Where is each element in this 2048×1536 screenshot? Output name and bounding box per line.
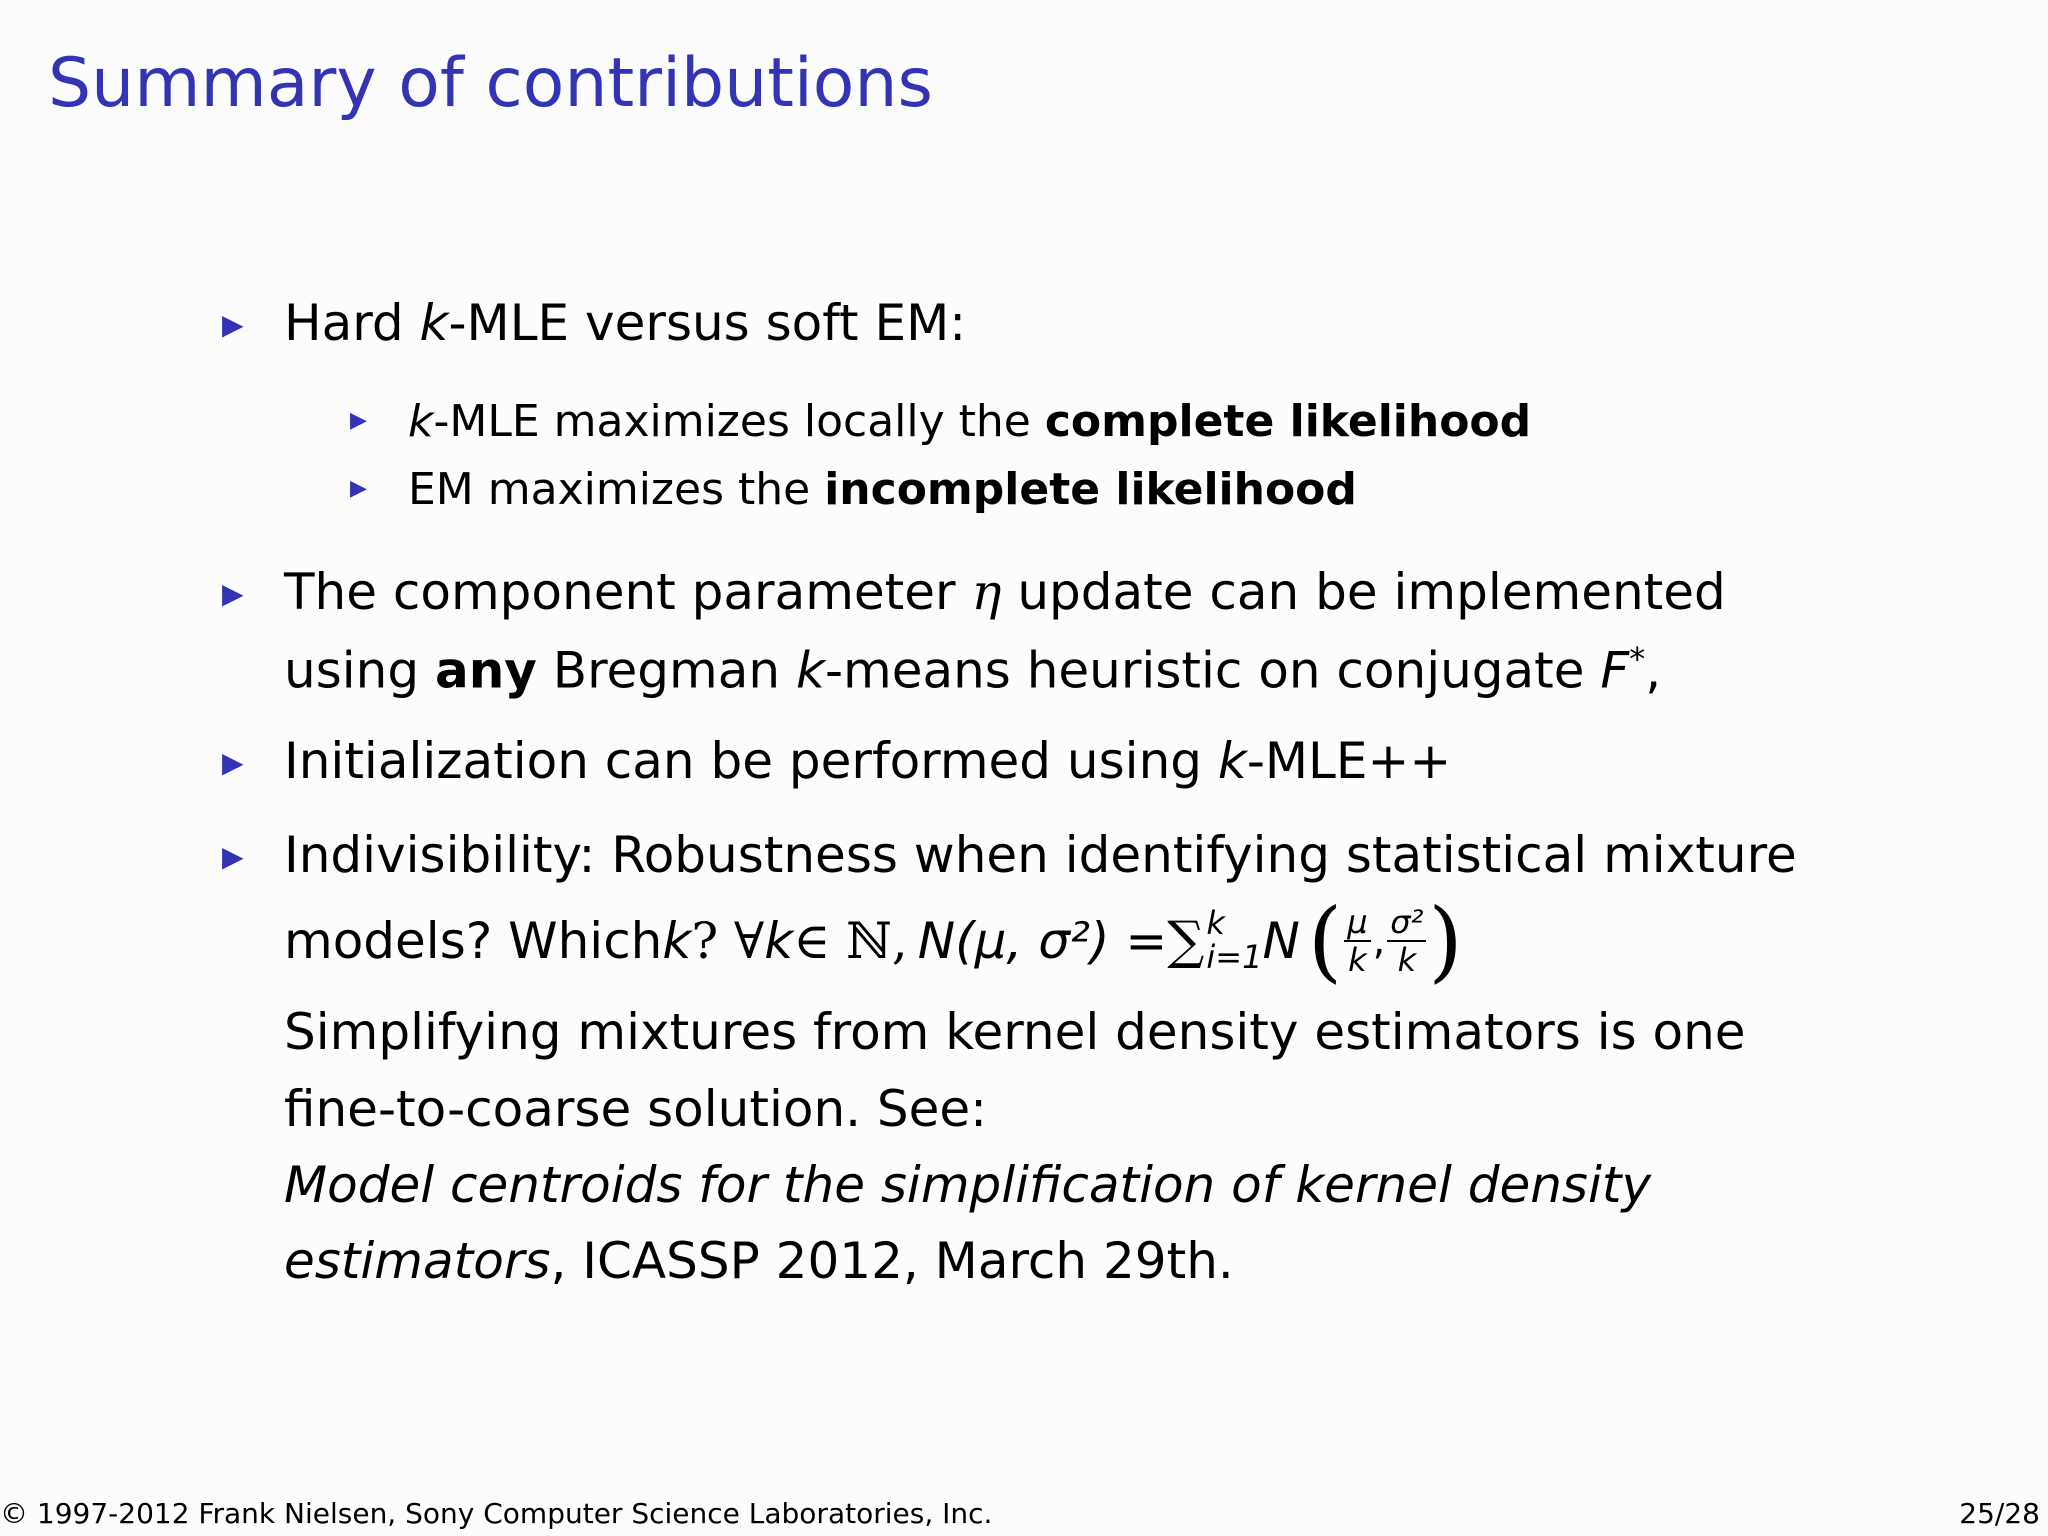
footer-copyright: © 1997-2012 Frank Nielsen, Sony Computer Science Laboratories, Inc. — [0, 1497, 993, 1530]
bullet-text: The component parameter — [284, 563, 972, 621]
math-k: k — [408, 396, 434, 447]
bullet-text: -means heuristic on conjugate — [824, 641, 1601, 700]
right-paren: ) — [1428, 889, 1463, 992]
sub-bullet-kmle-complete — [408, 396, 1532, 447]
bullet-indivisibility-line1 — [284, 826, 1797, 884]
math-star: * — [1629, 640, 1646, 678]
sub-bullet-marker: ▶ — [350, 476, 367, 501]
comma: , — [1372, 918, 1386, 964]
sub-bullet-text: -MLE maximizes locally the — [433, 396, 1045, 447]
bullet-text: models? Which — [284, 912, 663, 970]
sub-bullet-marker: ▶ — [350, 408, 367, 433]
bold-term: incomplete likelihood — [824, 464, 1357, 515]
math-eta: η — [971, 563, 1002, 621]
bullet-text: , — [1645, 641, 1662, 700]
bullet-text: Simplifying mixtures from kernel density estimators is one — [284, 1003, 1746, 1061]
bullet-hard-kmle — [284, 294, 967, 352]
bullet-text: Bregman — [536, 641, 796, 700]
math-k: k — [662, 912, 692, 970]
bullet-indivisibility-formula-line — [284, 886, 1463, 996]
bold-term: complete likelihood — [1044, 396, 1532, 447]
math-k: k — [764, 912, 794, 970]
bullet-indivisibility-line3 — [284, 1003, 1746, 1061]
sub-bullet-em-incomplete — [408, 464, 1357, 515]
citation-line2 — [284, 1232, 1234, 1290]
citation-venue: , ICASSP 2012, March 29th. — [550, 1232, 1234, 1290]
bullet-text: -MLE++ — [1246, 732, 1452, 790]
left-paren: ( — [1307, 889, 1343, 992]
bullet-text: update can be implemented — [1001, 563, 1726, 621]
citation-title: Model centroids for the simplification of kernel density — [284, 1156, 1652, 1214]
sub-bullet-text: EM maximizes the — [408, 464, 825, 515]
sum-lower-limit: i=1 — [1206, 938, 1263, 976]
fraction-sigma2-over-k — [1387, 903, 1426, 979]
bullet-marker: ▶ — [222, 746, 244, 779]
bullet-text: fine-to-coarse solution. See: — [284, 1080, 988, 1138]
bullet-initialization — [284, 732, 1452, 790]
fraction-numerator: μ — [1344, 906, 1370, 942]
bullet-marker: ▶ — [222, 840, 244, 873]
sum-limits — [1206, 904, 1263, 976]
bold-term: any — [434, 641, 537, 700]
bullet-component-parameter-line2 — [284, 640, 1662, 700]
math-forall: ? ∀ — [691, 912, 765, 970]
bullet-marker: ▶ — [222, 308, 244, 341]
math-normal-lhs: N(μ, σ²) = — [917, 912, 1168, 970]
math-N: N — [1262, 912, 1300, 970]
math-k: k — [795, 641, 825, 700]
sum-upper-limit: k — [1206, 904, 1225, 943]
slide-title: Summary of contributions — [48, 44, 933, 123]
math-in-naturals: ∈ ℕ, — [793, 912, 908, 970]
bullet-marker: ▶ — [222, 577, 244, 610]
math-k: k — [419, 294, 449, 352]
fraction-denominator: k — [1348, 941, 1367, 979]
fraction-denominator: k — [1397, 941, 1417, 979]
footer-page-number: 25/28 — [1959, 1497, 2040, 1530]
bullet-text: Indivisibility: Robustness when identifying statistical mixture — [284, 826, 1797, 884]
fraction-mu-over-k — [1344, 903, 1370, 979]
math-F: F — [1600, 641, 1630, 700]
sum-symbol: ∑ — [1167, 911, 1205, 971]
citation-title-line1 — [284, 1156, 1652, 1214]
bullet-component-parameter-line1 — [284, 563, 1726, 621]
bullet-text: Initialization can be performed using — [284, 732, 1218, 790]
bullet-text: -MLE versus soft EM: — [448, 294, 967, 352]
fraction-numerator: σ² — [1387, 906, 1426, 942]
bullet-indivisibility-line4 — [284, 1080, 988, 1138]
citation-title: estimators — [284, 1232, 551, 1290]
bullet-text: using — [284, 641, 435, 700]
bullet-text: Hard — [284, 294, 420, 352]
math-k: k — [1217, 732, 1247, 790]
